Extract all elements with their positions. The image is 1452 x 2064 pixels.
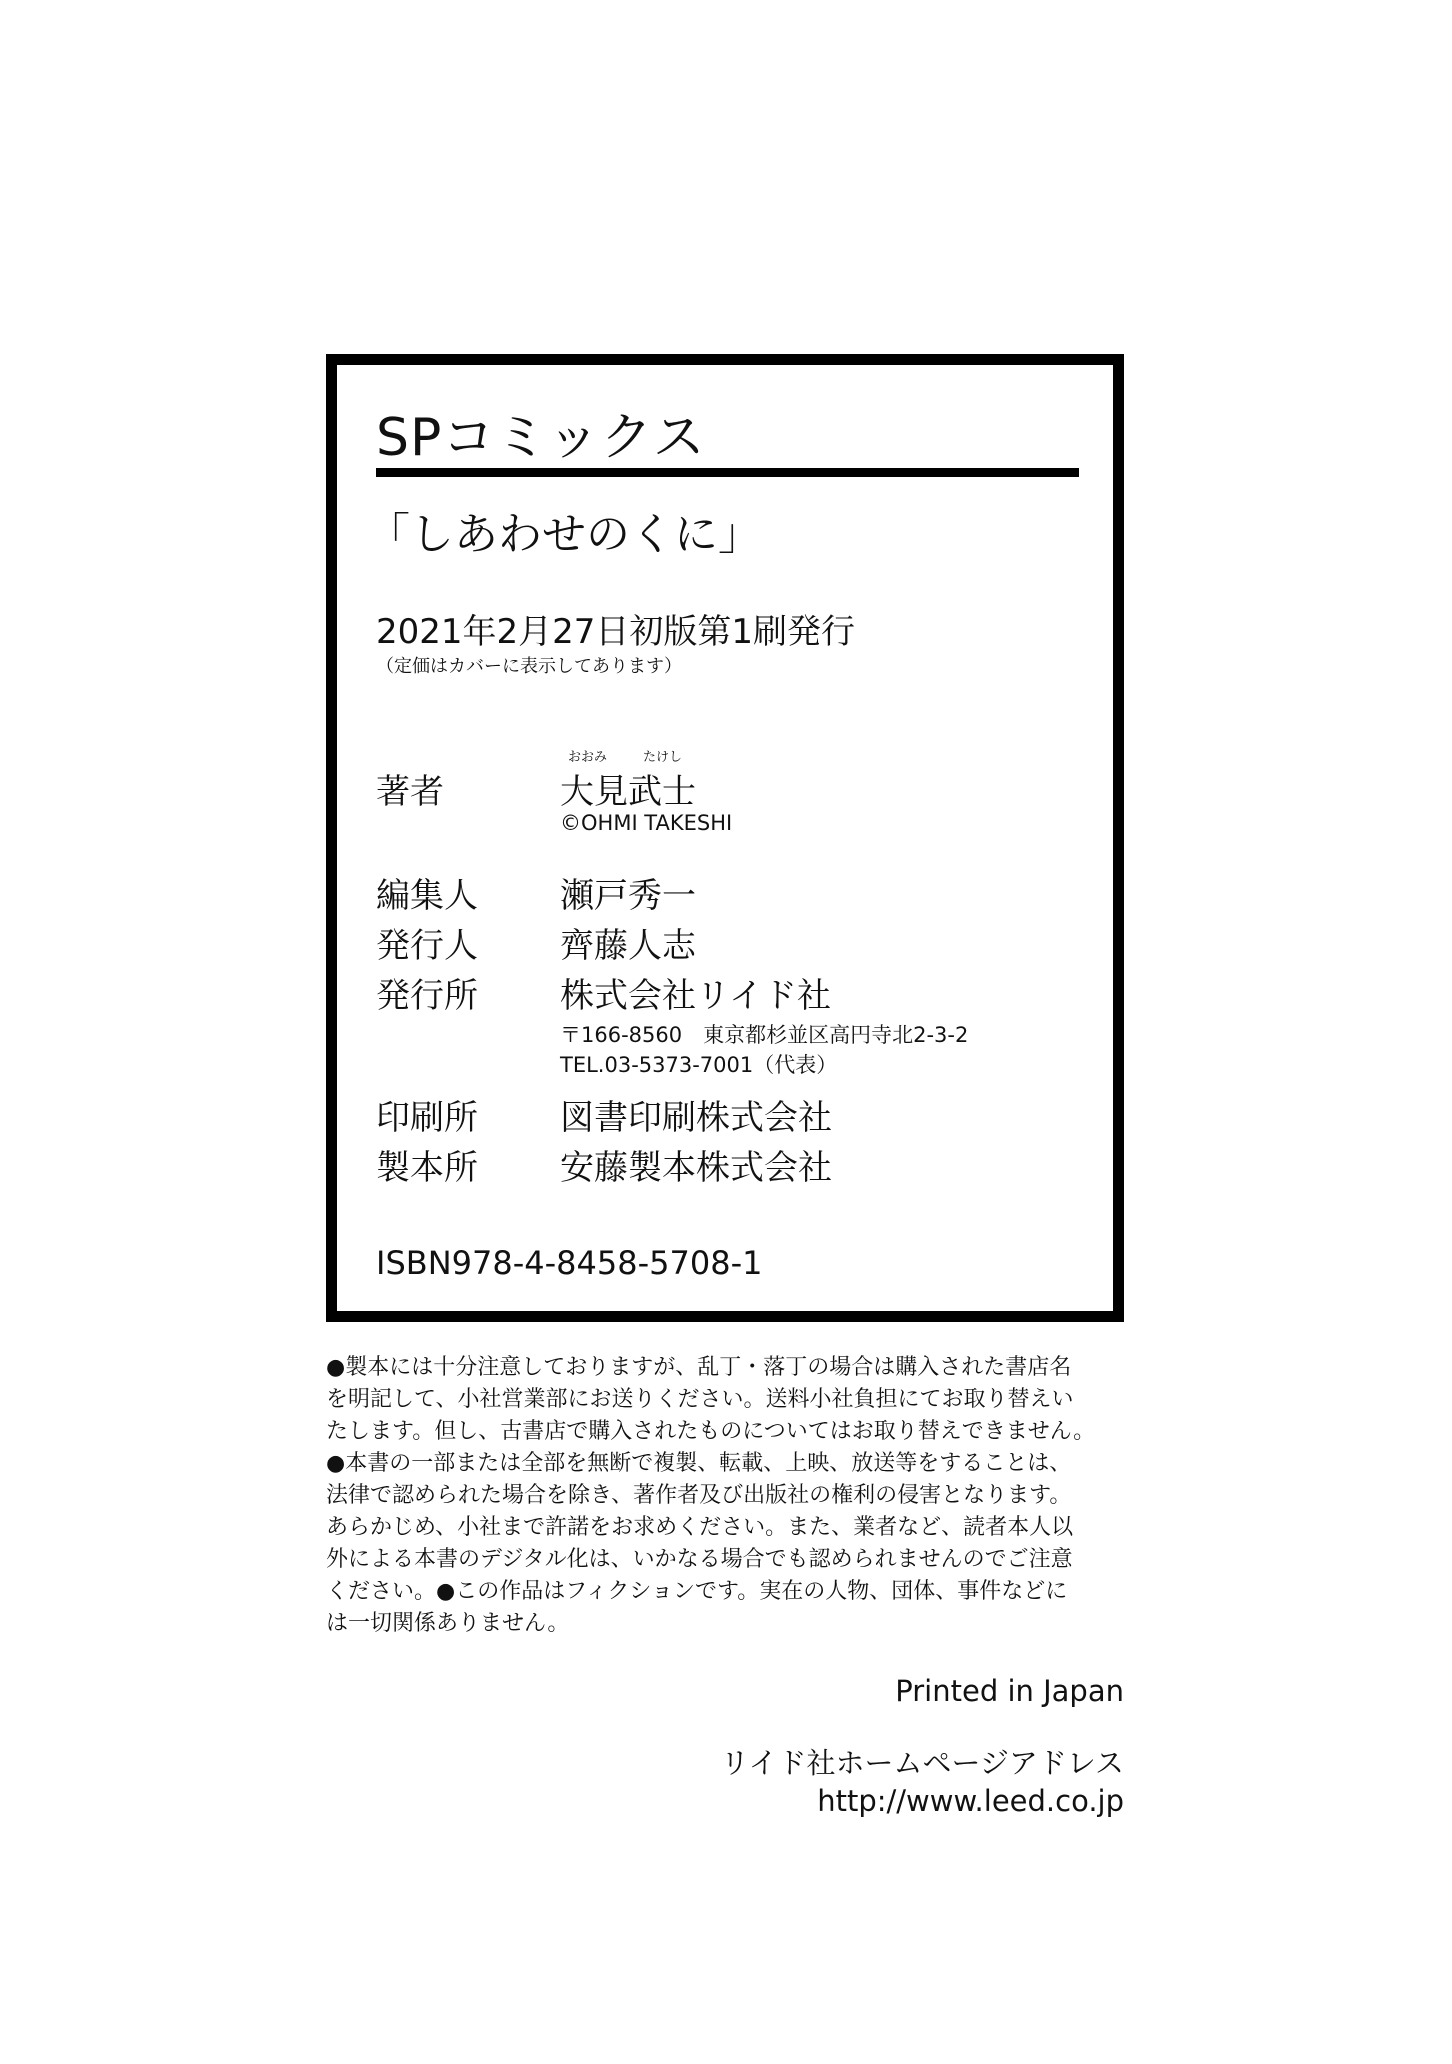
author-name: 大見武士 (560, 772, 696, 812)
notice-line: たします。但し、古書店で購入されたものについてはお取り替えできません。 (326, 1419, 1096, 1444)
notice-line: は一切関係ありません。 (326, 1611, 570, 1636)
edition-date: 2021年2月27日初版第1刷発行 (376, 612, 856, 652)
publisher-address: 〒166-8560 東京都杉並区高円寺北2-3-2 (560, 1023, 969, 1047)
publisher-person-name: 齊藤人志 (560, 926, 696, 966)
price-note: （定価はカバーに表示してあります） (376, 656, 682, 677)
homepage-label: リイド社ホームページアドレス (720, 1746, 1124, 1780)
series-underline (376, 468, 1079, 477)
editor-name: 瀬戸秀一 (560, 876, 696, 916)
publisher-name: 株式会社リイド社 (560, 976, 831, 1016)
notice-line: ください。●この作品はフィクションです。実在の人物、団体、事件などに (326, 1579, 1068, 1604)
legal-notice (326, 1352, 1146, 1640)
printer-label: 印刷所 (376, 1098, 478, 1138)
notice-line: 外による本書のデジタル化は、いかなる場合でも認められませんのでご注意 (326, 1547, 1073, 1572)
notice-line: 法律で認められた場合を除き、著作者及び出版社の権利の侵害となります。 (326, 1483, 1072, 1508)
binder-name: 安藤製本株式会社 (560, 1148, 832, 1188)
publisher-label: 発行所 (376, 976, 478, 1016)
author-ruby-given: たけし (643, 750, 683, 765)
isbn: ISBN978-4-8458-5708-1 (376, 1244, 763, 1282)
publisher-person-label: 発行人 (376, 926, 478, 966)
notice-line: を明記して、小社営業部にお送りください。送料小社負担にてお取り替えい (326, 1387, 1074, 1412)
binder-label: 製本所 (376, 1148, 478, 1188)
printer-name: 図書印刷株式会社 (560, 1098, 832, 1138)
author-copyright: ©OHMI TAKESHI (560, 811, 733, 835)
notice-line: あらかじめ、小社まで許諾をお求めください。また、業者など、読者本人以 (326, 1515, 1074, 1540)
book-title: 「しあわせのくに」 (366, 509, 762, 560)
author-ruby-family: おおみ (568, 750, 608, 765)
publisher-tel: TEL.03-5373-7001（代表） (560, 1053, 838, 1077)
editor-label: 編集人 (376, 876, 478, 916)
printed-in: Printed in Japan (895, 1674, 1124, 1708)
notice-line: ●本書の一部または全部を無断で複製、転載、上映、放送等をすることは、 (326, 1451, 1072, 1476)
notice-line: ●製本には十分注意しておりますが、乱丁・落丁の場合は購入された書店名 (326, 1355, 1072, 1380)
author-label: 著者 (376, 772, 444, 812)
series-name: SPコミックス (376, 408, 706, 468)
homepage-url: http://www.leed.co.jp (817, 1784, 1124, 1818)
